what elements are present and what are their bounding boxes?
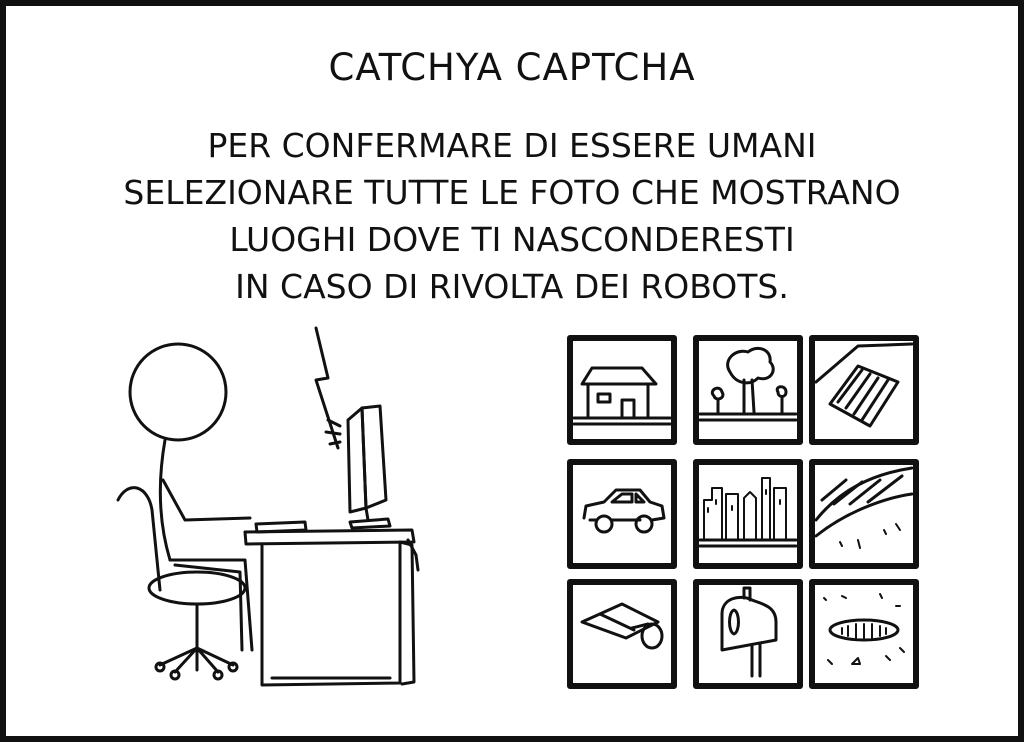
crosswalk-icon bbox=[816, 468, 912, 548]
figure-torso bbox=[160, 440, 170, 560]
computer-monitor bbox=[348, 406, 390, 528]
drain-pipe-icon bbox=[582, 604, 662, 648]
house-icon bbox=[574, 368, 670, 424]
captcha-tile[interactable] bbox=[570, 582, 674, 686]
figure-arm bbox=[163, 480, 250, 520]
city-skyline-icon bbox=[700, 478, 796, 546]
captcha-tile[interactable] bbox=[812, 462, 916, 566]
chair-wheel bbox=[171, 671, 179, 679]
captcha-tile[interactable] bbox=[812, 582, 916, 686]
chair-wheel bbox=[229, 663, 237, 671]
chair-seat bbox=[149, 572, 245, 604]
captcha-tile[interactable] bbox=[696, 462, 800, 566]
chair-back bbox=[118, 488, 160, 590]
car-icon bbox=[584, 490, 664, 532]
manhole-icon bbox=[824, 594, 904, 664]
captcha-tile[interactable] bbox=[570, 462, 674, 566]
comic-title: CATCHYA CAPTCHA bbox=[328, 46, 696, 89]
monitor-side bbox=[348, 408, 366, 512]
lightning-bolt-icon bbox=[316, 328, 338, 448]
caption-line-4: IN CASO DI RIVOLTA DEI ROBOTS. bbox=[235, 267, 789, 306]
screen-glow-lines bbox=[326, 420, 340, 444]
caption-line-3: LUOGHI DOVE TI NASCONDERESTI bbox=[229, 220, 795, 259]
captcha-tile[interactable] bbox=[570, 338, 674, 442]
figure-head bbox=[130, 344, 226, 440]
captcha-grid bbox=[570, 338, 916, 686]
grate-icon bbox=[816, 344, 912, 426]
desk-body bbox=[262, 542, 400, 685]
caption-line-1: PER CONFERMARE DI ESSERE UMANI bbox=[207, 126, 817, 165]
captcha-tile[interactable] bbox=[696, 338, 800, 442]
captcha-tile[interactable] bbox=[696, 582, 800, 686]
captcha-tile[interactable] bbox=[812, 338, 916, 442]
keyboard bbox=[256, 522, 306, 532]
chair-wheel bbox=[156, 663, 164, 671]
desk bbox=[245, 530, 418, 685]
chair-wheel bbox=[214, 671, 222, 679]
mailbox-icon bbox=[722, 588, 776, 676]
chair-base bbox=[160, 648, 233, 672]
trees-icon bbox=[700, 348, 796, 420]
caption-line-2: SELEZIONARE TUTTE LE FOTO CHE MOSTRANO bbox=[123, 173, 901, 212]
desk-side bbox=[400, 542, 414, 684]
